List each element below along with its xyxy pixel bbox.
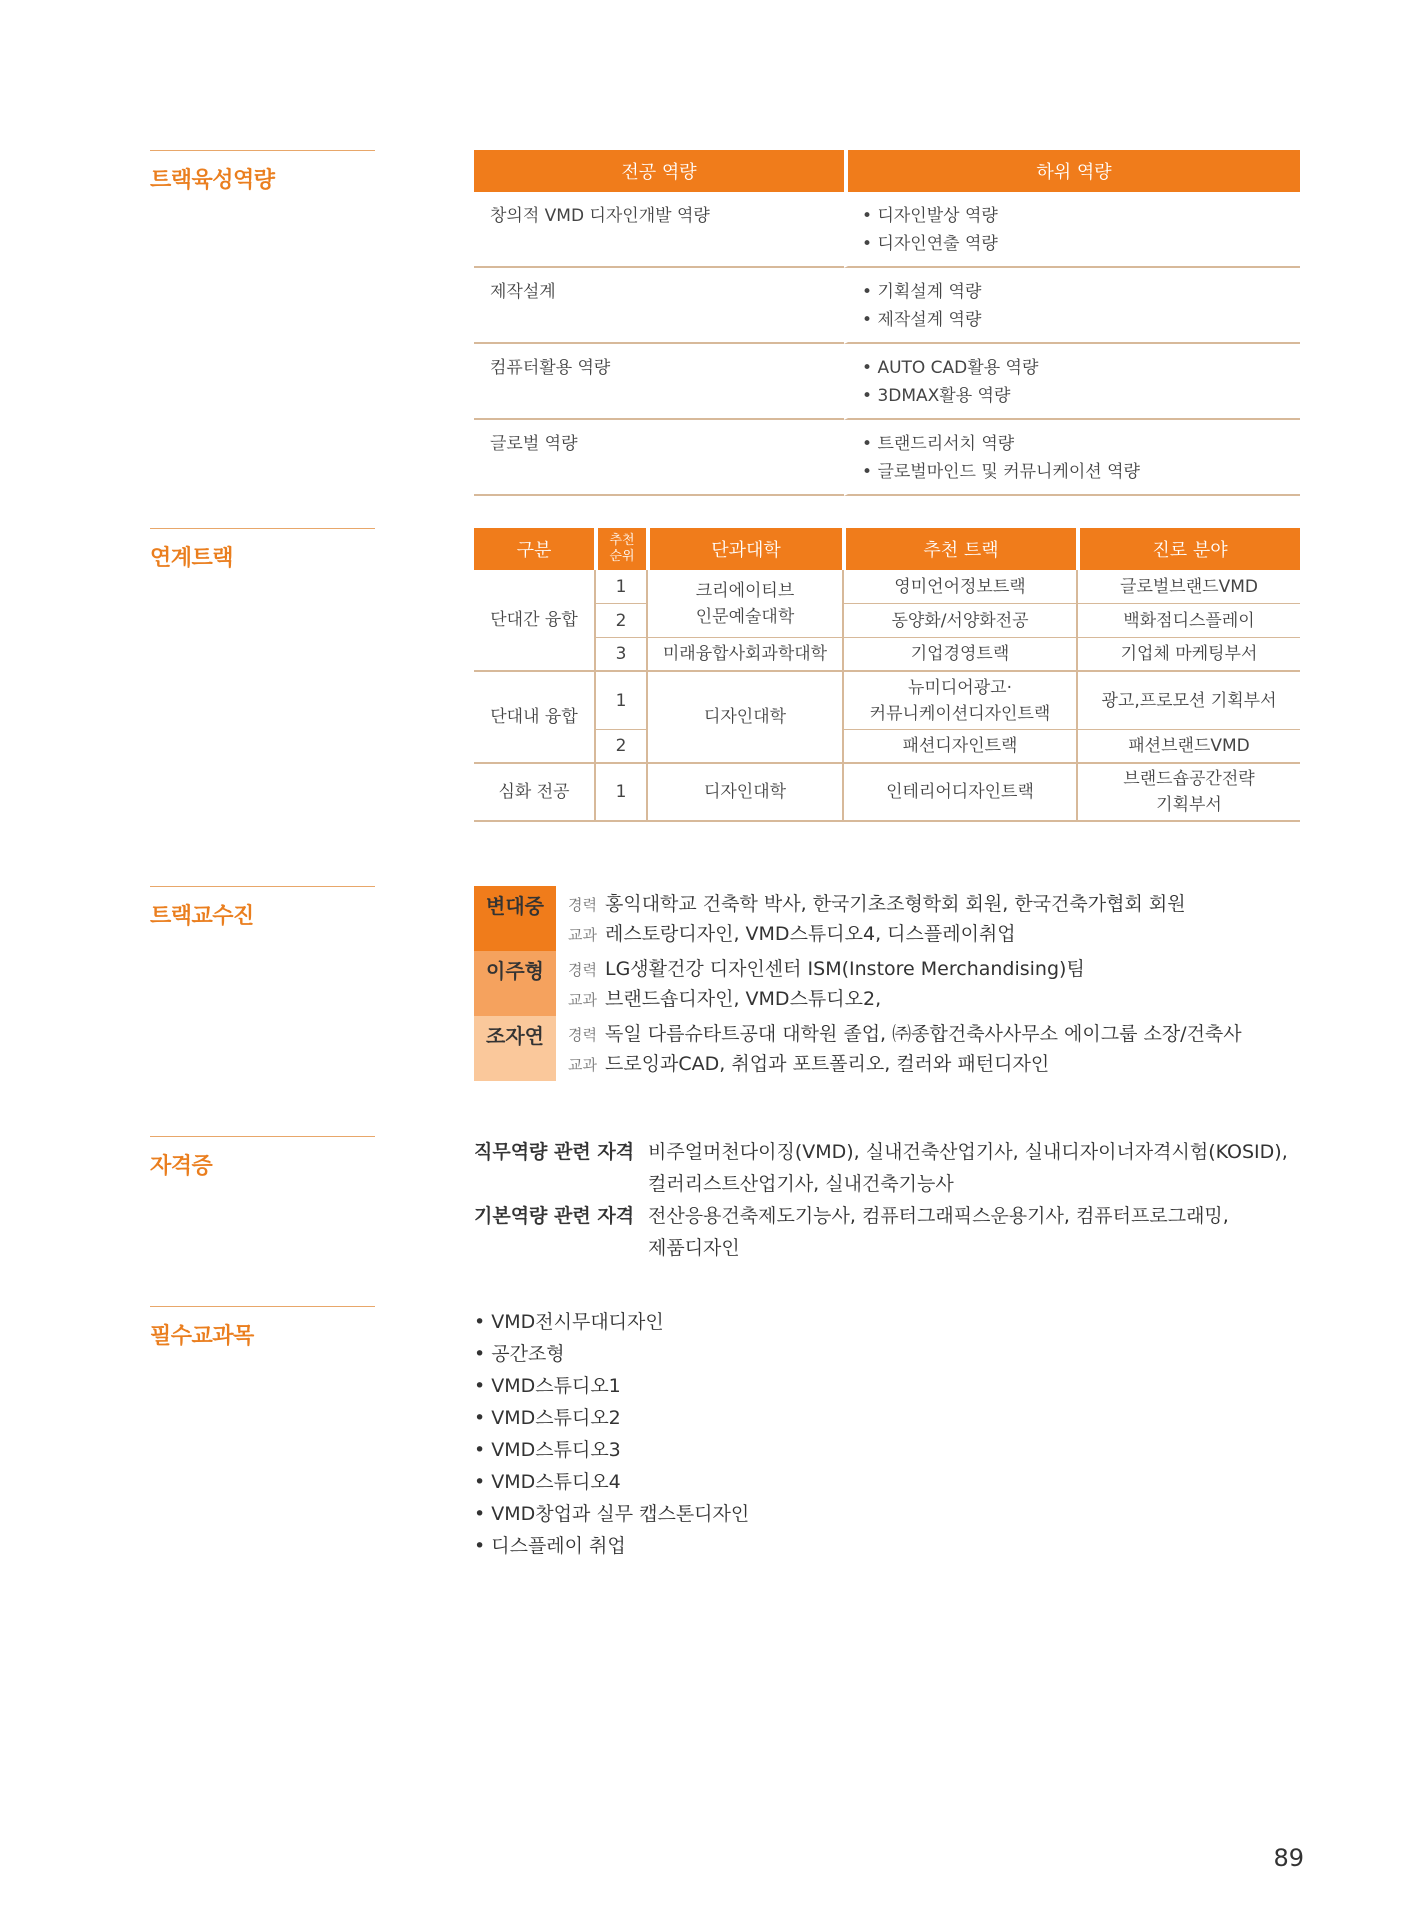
- major-competency: 컴퓨터활용 역량: [474, 344, 844, 420]
- list-item: • AUTO CAD활용 역량: [862, 354, 1286, 382]
- professor-career: [568, 890, 1186, 920]
- certificate-line: 전산응용건축제도기능사, 컴퓨터그래픽스운용기사, 컴퓨터프로그래밍,: [648, 1205, 1229, 1227]
- major-competency: 제작설계: [474, 268, 844, 344]
- professor-info: [556, 951, 1085, 1016]
- header-type: 구분: [474, 528, 594, 570]
- track-cell: 기업경영트랙: [842, 638, 1076, 672]
- career-line: 브랜드숍공간전략: [1123, 769, 1255, 789]
- major-competency: 글로벌 역량: [474, 420, 844, 496]
- header-rank-line1: 추천: [609, 533, 635, 548]
- rank-cell: 1: [594, 764, 646, 822]
- professor-courses: [568, 1050, 1242, 1080]
- professor-row: [474, 951, 1300, 1016]
- track-cell: [842, 672, 1076, 730]
- rank-cell: 2: [594, 730, 646, 764]
- course-text: 드로잉과CAD, 취업과 포트폴리오, 컬러와 패턴디자인: [604, 1053, 1050, 1075]
- professor-name: 이주형: [474, 951, 556, 1016]
- list-item: • VMD창업과 실무 캡스톤디자인: [474, 1498, 1300, 1530]
- header-sub-competency: 하위 역량: [844, 150, 1300, 192]
- list-item: • 3DMAX활용 역량: [862, 382, 1286, 410]
- group-label: 단대내 융합: [474, 672, 594, 764]
- certificate-line: 컬러리스트산업기사, 실내건축기능사: [648, 1173, 954, 1195]
- table-row: [474, 638, 1300, 672]
- list-item: • 기획설계 역량: [862, 278, 1286, 306]
- major-competency: 창의적 VMD 디자인개발 역량: [474, 192, 844, 268]
- table-row: [474, 604, 1300, 638]
- group-label: 심화 전공: [474, 764, 594, 822]
- table-row: [474, 268, 1300, 344]
- list-item: • 트랜드리서치 역량: [862, 430, 1286, 458]
- professor-row: [474, 886, 1300, 951]
- track-line: 커뮤니케이션디자인트랙: [869, 703, 1051, 724]
- professor-info: [556, 886, 1186, 951]
- career-tag: 경력: [568, 896, 597, 914]
- career-cell: 글로벌브랜드VMD: [1076, 570, 1300, 604]
- track-line: 뉴미디어광고·: [908, 677, 1012, 698]
- section-title-linked: 연계트랙: [150, 528, 375, 572]
- table-row: [474, 420, 1300, 496]
- sub-competency-list: [844, 420, 1300, 496]
- college-cell: 디자인대학: [646, 672, 842, 764]
- professor-row: [474, 1016, 1300, 1081]
- table-row: [474, 672, 1300, 730]
- list-item: • VMD스튜디오4: [474, 1466, 1300, 1498]
- career-cell: 패션브랜드VMD: [1076, 730, 1300, 764]
- rank-cell: 2: [594, 604, 646, 638]
- list-item: • VMD스튜디오2: [474, 1402, 1300, 1434]
- header-major-competency: 전공 역량: [474, 150, 844, 192]
- professor-name: 변대중: [474, 886, 556, 951]
- list-item: • 디자인발상 역량: [862, 202, 1286, 230]
- track-cell: 동양화/서양화전공: [842, 604, 1076, 638]
- college-line: 크리에이티브: [695, 580, 795, 601]
- linked-header-row: [474, 528, 1300, 570]
- linked-table-wrap: [474, 528, 1300, 822]
- career-cell: [1076, 764, 1300, 822]
- list-item: • VMD전시무대디자인: [474, 1306, 1300, 1338]
- certificate-list: [474, 1136, 1300, 1264]
- certificate-row: [474, 1136, 1300, 1200]
- list-item: • VMD스튜디오1: [474, 1370, 1300, 1402]
- section-title-competency: 트랙육성역량: [150, 150, 375, 194]
- competency-header-row: [474, 150, 1300, 192]
- course-list-wrap: [474, 1306, 1300, 1562]
- career-text: LG생활건강 디자인센터 ISM(Instore Merchandising)팀: [604, 958, 1085, 980]
- course-tag: 교과: [568, 926, 597, 944]
- competency-table-wrap: [474, 150, 1300, 496]
- table-row: [474, 730, 1300, 764]
- header-college: 단과대학: [646, 528, 842, 570]
- professor-name: 조자연: [474, 1016, 556, 1081]
- certificate-label: 직무역량 관련 자격: [474, 1141, 635, 1163]
- table-row: [474, 192, 1300, 268]
- professor-career: [568, 955, 1085, 985]
- career-text: 독일 다름슈타트공대 대학원 졸업, ㈜종합건축사사무소 에이그룹 소장/건축사: [604, 1023, 1242, 1045]
- page-number: 89: [1273, 1844, 1304, 1872]
- professor-courses: [568, 985, 1085, 1015]
- certificate-text: [648, 1200, 1300, 1264]
- header-career: 진로 분야: [1076, 528, 1300, 570]
- certificate-label: 기본역량 관련 자격: [474, 1205, 635, 1227]
- group-label: 단대간 융합: [474, 570, 594, 672]
- rank-cell: 3: [594, 638, 646, 672]
- competency-table: [474, 150, 1300, 496]
- certificate-row: [474, 1200, 1300, 1264]
- course-tag: 교과: [568, 991, 597, 1009]
- college-cell: 미래융합사회과학대학: [646, 638, 842, 672]
- professor-info: [556, 1016, 1242, 1081]
- table-row: [474, 764, 1300, 822]
- career-tag: 경력: [568, 961, 597, 979]
- certificate-text: [648, 1136, 1300, 1200]
- college-line: 인문예술대학: [695, 606, 795, 627]
- list-item: • VMD스튜디오3: [474, 1434, 1300, 1466]
- section-title-certificates: 자격증: [150, 1136, 375, 1180]
- professor-list: [474, 886, 1300, 1081]
- rank-cell: 1: [594, 570, 646, 604]
- course-text: 브랜드숍디자인, VMD스튜디오2,: [604, 988, 882, 1010]
- course-list: [474, 1306, 1300, 1562]
- track-cell: 패션디자인트랙: [842, 730, 1076, 764]
- header-rank: [594, 528, 646, 570]
- career-tag: 경력: [568, 1026, 597, 1044]
- list-item: • 글로벌마인드 및 커뮤니케이션 역량: [862, 458, 1286, 486]
- list-item: • 디자인연출 역량: [862, 230, 1286, 258]
- sub-competency-list: [844, 192, 1300, 268]
- track-cell: 인테리어디자인트랙: [842, 764, 1076, 822]
- certificate-line: 제품디자인: [648, 1237, 740, 1259]
- college-cell: 디자인대학: [646, 764, 842, 822]
- course-tag: 교과: [568, 1056, 597, 1074]
- professors-section: [0, 886, 1403, 1081]
- course-text: 레스토랑디자인, VMD스튜디오4, 디스플레이취업: [604, 923, 1016, 945]
- list-item: • 제작설계 역량: [862, 306, 1286, 334]
- professor-career: [568, 1020, 1242, 1050]
- section-title-courses: 필수교과목: [150, 1306, 375, 1350]
- career-cell: 백화점디스플레이: [1076, 604, 1300, 638]
- career-text: 홍익대학교 건축학 박사, 한국기초조형학회 회원, 한국건축가협회 회원: [604, 893, 1186, 915]
- header-track: 추천 트랙: [842, 528, 1076, 570]
- career-cell: 기업체 마케팅부서: [1076, 638, 1300, 672]
- linked-track-table: [474, 528, 1300, 822]
- career-cell: 광고,프로모션 기획부서: [1076, 672, 1300, 730]
- college-cell: [646, 570, 842, 638]
- sub-competency-list: [844, 268, 1300, 344]
- professor-courses: [568, 920, 1186, 950]
- table-row: [474, 570, 1300, 604]
- table-row: [474, 344, 1300, 420]
- sub-competency-list: [844, 344, 1300, 420]
- track-cell: 영미언어정보트랙: [842, 570, 1076, 604]
- career-line: 기획부서: [1156, 795, 1222, 815]
- section-title-professors: 트랙교수진: [150, 886, 375, 930]
- list-item: • 공간조형: [474, 1338, 1300, 1370]
- certificate-line: 비주얼머천다이징(VMD), 실내건축산업기사, 실내디자이너자격시험(KOSID),: [648, 1141, 1288, 1163]
- list-item: • 디스플레이 취업: [474, 1530, 1300, 1562]
- header-rank-line2: 순위: [609, 549, 635, 564]
- rank-cell: 1: [594, 672, 646, 730]
